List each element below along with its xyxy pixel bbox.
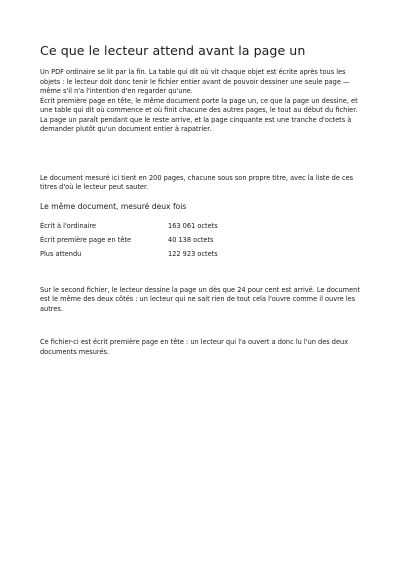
document-page	[40, 44, 364, 357]
table-title: Le même document, mesuré deux fois	[40, 201, 187, 211]
table-row-label: Plus attendu	[40, 249, 82, 258]
table-row	[40, 233, 280, 247]
paragraph-first-page: Écrit première page en tête, le même document porte la page un, ce que la page un dessine, et une table qui dit où commence et où finit chacune des autres pages, le tout au début du fichier. La page un paraît pendant que le reste arrive, et la page cinquante est une tranche d'octets à demander plutôt qu'un document entier à rapatrier.	[40, 96, 358, 133]
paragraph-closing: Ce fichier-ci est écrit première page en tête : un lecteur qui l'a ouvert a donc lu l'un des deux documents mesurés.	[40, 338, 349, 356]
table-row-value: 40 138 octets	[168, 236, 214, 245]
document-title: Ce que le lecteur attend avant la page un	[40, 43, 306, 58]
paragraph-result: Sur le second fichier, le lecteur dessine la page un dès que 24 pour cent est arrivé. Le document est le même des deux côtés : un lecteur qui ne sait rien de tout cela l'ouvre comme il ouvre les autres.	[40, 285, 360, 313]
table-row	[40, 247, 280, 261]
table-row-label: Écrit première page en tête	[40, 236, 132, 245]
table-row-label: Écrit à l'ordinaire	[40, 222, 97, 231]
table-row-value: 122 923 octets	[168, 249, 218, 258]
table-row-value: 163 061 octets	[168, 222, 218, 231]
paragraph-intro: Un PDF ordinaire se lit par la fin. La table qui dit où vit chaque objet est écrite après tous les objets : le lecteur doit donc tenir le fichier entier avant de pouvoir dessiner une seule page — même s'il n'a l'intention d'en regarder qu'une.	[40, 68, 350, 95]
table-row	[40, 220, 280, 234]
measurement-table	[40, 220, 280, 261]
paragraph-page-count: Le document mesuré ici tient en 200 pages, chacune sous son propre titre, avec la liste de ces titres d'où le lecteur peut sauter.	[40, 173, 354, 191]
